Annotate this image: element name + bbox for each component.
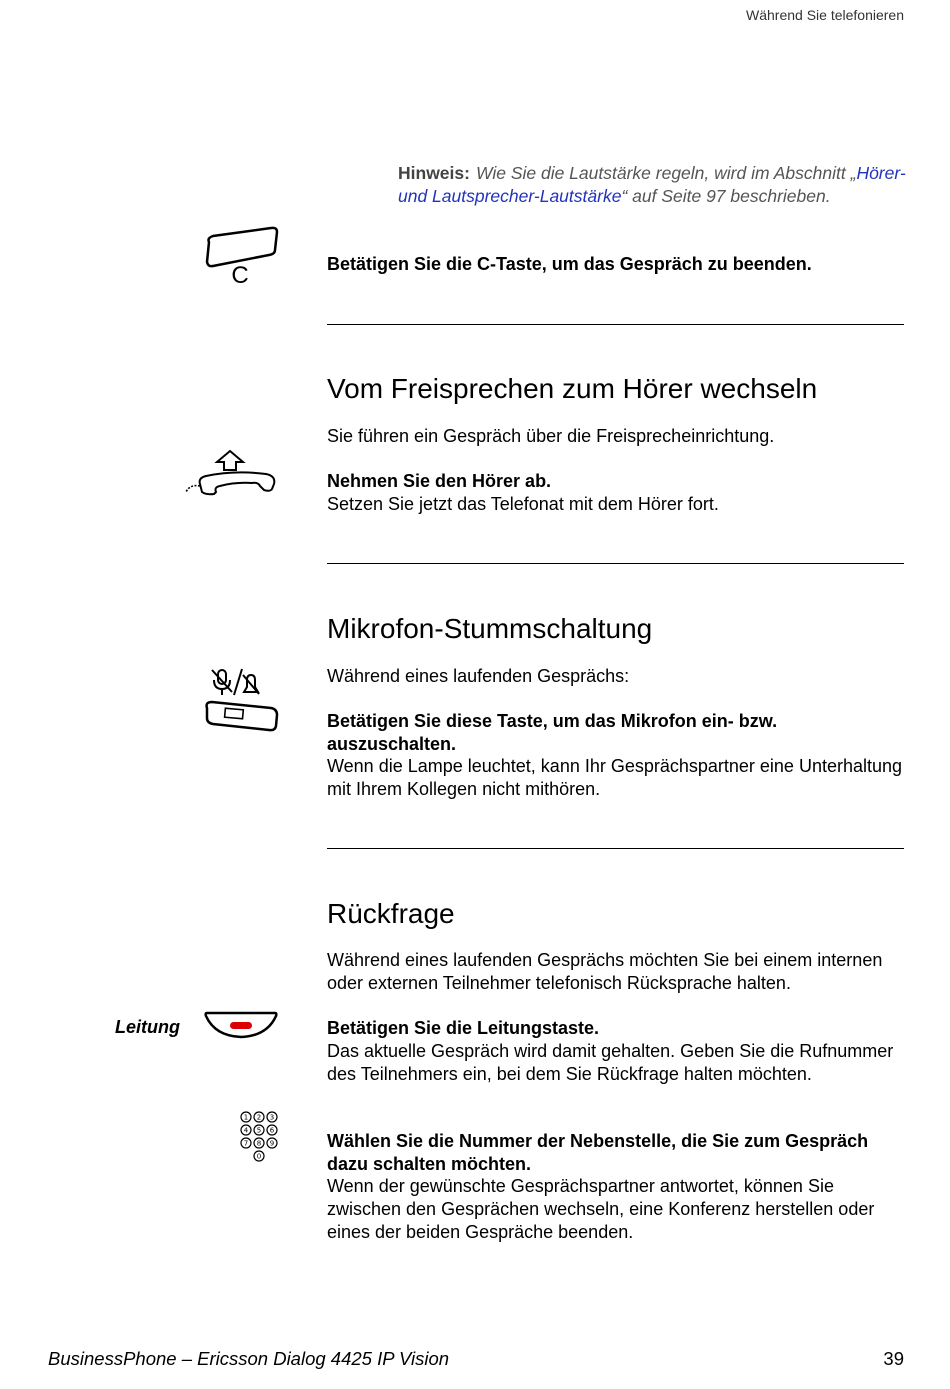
handset-instruction: Nehmen Sie den Hörer ab.	[327, 471, 552, 491]
lift-handset-icon	[180, 448, 280, 498]
footer-title: BusinessPhone – Ericsson Dialog 4425 IP Vision	[48, 1348, 450, 1369]
svg-text:2: 2	[256, 1113, 262, 1122]
inquiry-intro: Während eines laufenden Gesprächs möchten Sie bei einem internen oder externen Teilnehmer telefonisch Rücksprache halten.	[327, 950, 883, 993]
svg-text:0: 0	[256, 1152, 262, 1161]
divider	[327, 848, 904, 849]
inquiry-step2-detail: Wenn der gewünschte Gesprächspartner antwortet, können Sie zwischen den Gesprächen wechseln, eine Konferenz herstellen oder eines der beiden Gespräche beenden.	[327, 1176, 875, 1242]
page-number: 39	[883, 1348, 904, 1369]
mute-key-icon	[203, 664, 281, 736]
handset-detail: Setzen Sie jetzt das Telefonat mit dem Hörer fort.	[327, 494, 719, 514]
svg-text:4: 4	[243, 1126, 249, 1135]
svg-text:7: 7	[243, 1139, 249, 1148]
svg-text:1: 1	[243, 1113, 249, 1122]
note-link[interactable]: Hörer- und Lautsprecher-Lautstärke	[398, 163, 906, 206]
mute-intro: Während eines laufenden Gesprächs:	[327, 666, 630, 686]
c-key-instruction: Betätigen Sie die C-Taste, um das Gespräch zu beenden.	[327, 254, 812, 274]
inquiry-step1-instruction: Betätigen Sie die Leitungstaste.	[327, 1018, 600, 1038]
note-label: Hinweis:	[398, 163, 470, 183]
note-text-after: “ auf Seite 97 beschrieben.	[621, 186, 831, 206]
heading-inquiry: Rückfrage	[327, 898, 455, 929]
keypad-icon	[239, 1110, 281, 1166]
mute-instruction: Betätigen Sie diese Taste, um das Mikrofon ein- bzw. auszuschalten.	[327, 711, 778, 754]
inquiry-step1-detail: Das aktuelle Gespräch wird damit gehalten. Geben Sie die Rufnummer des Teilnehmers ein, bei dem Sie Rückfrage halten möchten.	[327, 1041, 894, 1084]
note-box	[398, 162, 908, 208]
svg-text:5: 5	[256, 1126, 262, 1135]
divider	[327, 563, 904, 564]
svg-text:8: 8	[256, 1139, 262, 1148]
divider	[327, 324, 904, 325]
heading-handset: Vom Freisprechen zum Hörer wechseln	[327, 373, 818, 404]
svg-text:3: 3	[269, 1113, 275, 1122]
bell-mute-icon	[243, 675, 259, 694]
microphone-mute-icon	[212, 670, 232, 695]
heading-mute: Mikrofon-Stummschaltung	[327, 613, 653, 644]
svg-text:9: 9	[269, 1139, 275, 1148]
mute-detail: Wenn die Lampe leuchtet, kann Ihr Gesprächspartner eine Unterhaltung mit Ihrem Kollegen nicht mithören.	[327, 756, 903, 799]
line-key-icon	[203, 1010, 279, 1042]
running-header: Während Sie telefonieren	[746, 7, 904, 23]
svg-text:6: 6	[269, 1126, 275, 1135]
line-key-label: Leitung	[115, 1017, 180, 1037]
c-key-letter: C	[231, 262, 249, 289]
handset-intro: Sie führen ein Gespräch über die Freisprecheinrichtung.	[327, 426, 775, 446]
note-text-before: Wie Sie die Lautstärke regeln, wird im Abschnitt „	[475, 163, 857, 183]
c-key-icon	[203, 226, 279, 289]
line-lamp-icon	[230, 1022, 252, 1029]
inquiry-step2-instruction: Wählen Sie die Nummer der Nebenstelle, die Sie zum Gespräch dazu schalten möchten.	[327, 1131, 869, 1174]
